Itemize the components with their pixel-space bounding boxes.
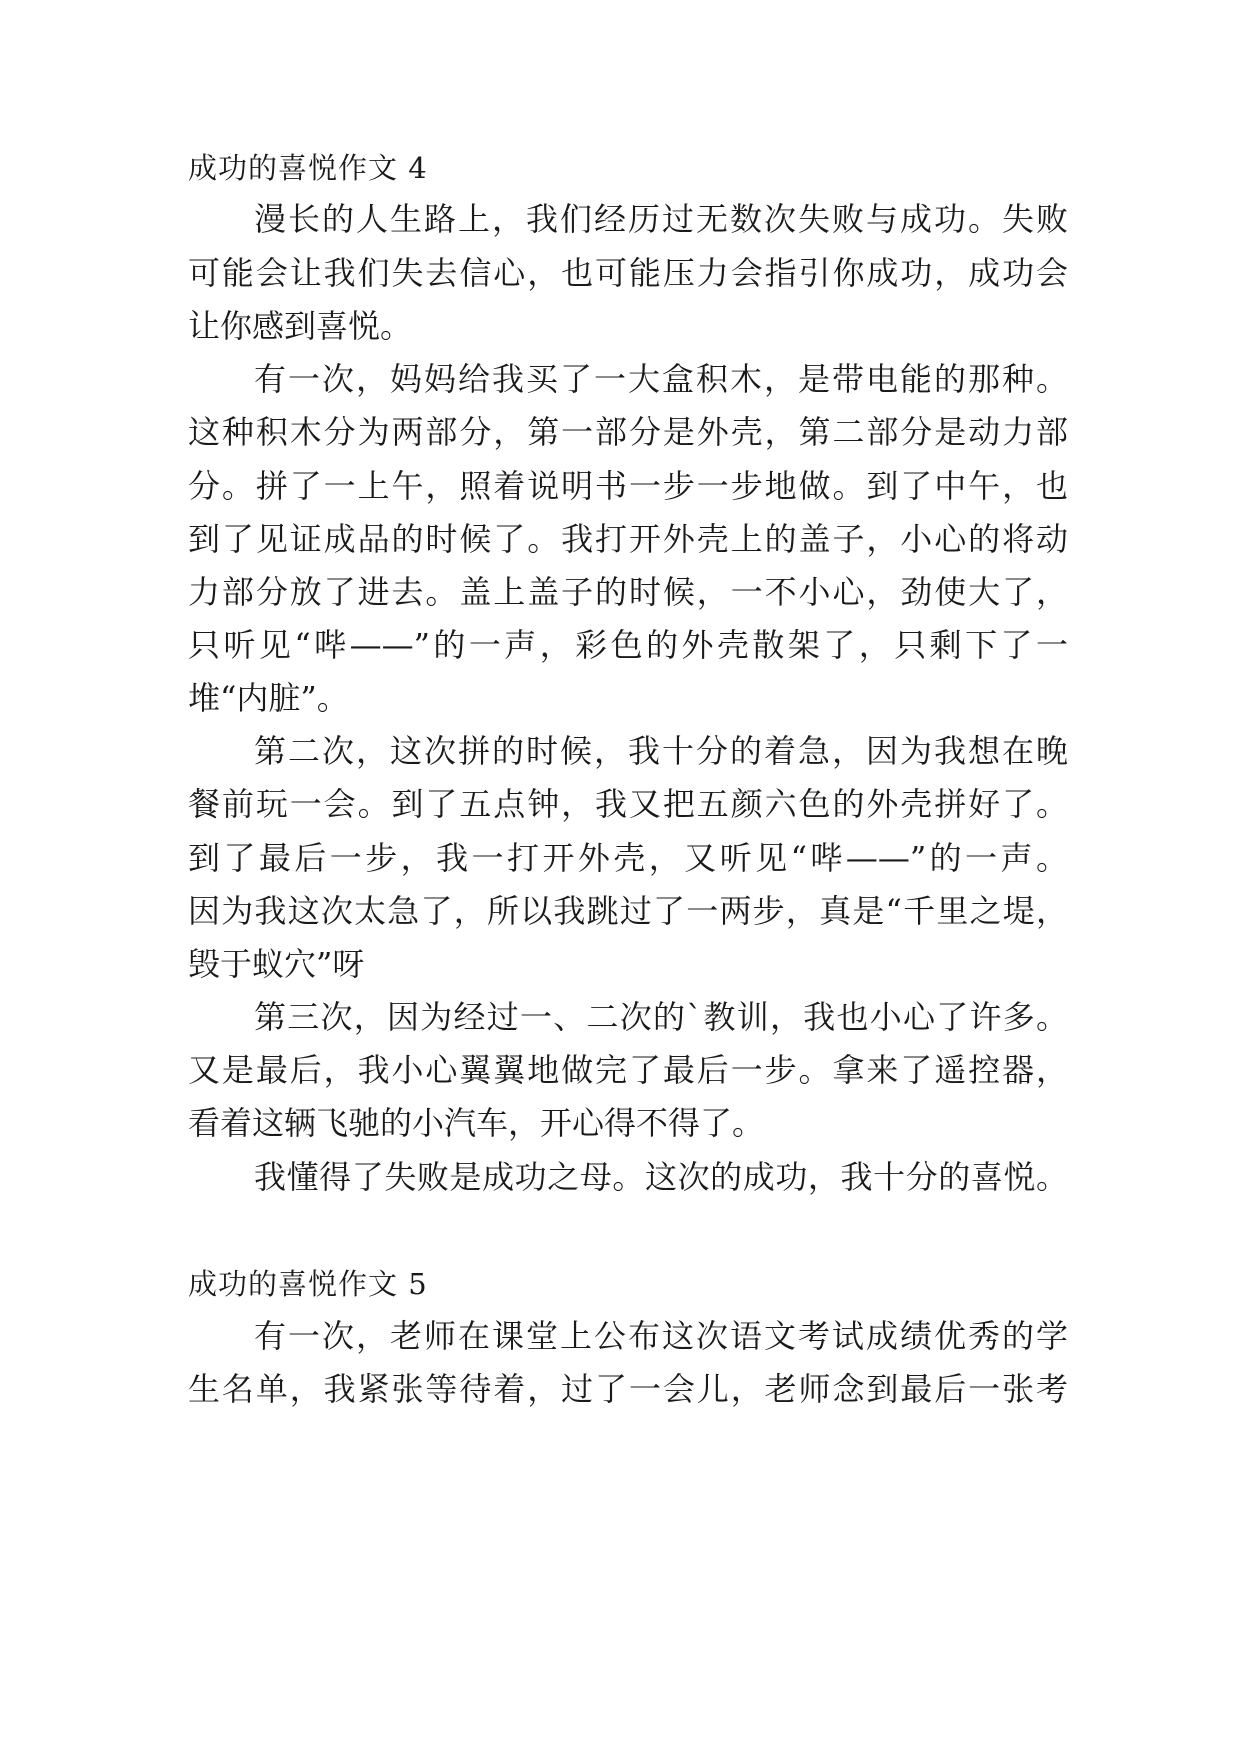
section-title: 成功的喜悦作文 5 (188, 1267, 428, 1301)
text-line: 有一次，老师在课堂上公布这次语文考试成绩优秀的学 (254, 1317, 1068, 1355)
text-line: 只听见“哔——”的一声，彩色的外壳散架了，只剩下了一 (188, 626, 1068, 664)
text-line: 可能会让我们失去信心，也可能压力会指引你成功，成功会 (188, 254, 1068, 292)
text-line: 生名单，我紧张等待着，过了一会儿，老师念到最后一张考 (188, 1370, 1068, 1408)
text-line: 餐前玩一会。到了五点钟，我又把五颜六色的外壳拼好了。 (188, 785, 1068, 823)
text-line: 我懂得了失败是成功之母。这次的成功，我十分的喜悦。 (254, 1158, 1068, 1196)
text-line: 又是最后，我小心翼翼地做完了最后一步。拿来了遥控器， (188, 1051, 1068, 1089)
text-line: 力部分放了进去。盖上盖子的时候，一不小心，劲使大了， (188, 573, 1068, 611)
text-line: 毁于蚁穴”呀 (188, 945, 365, 983)
text-line: 第三次，因为经过一、二次的`教训，我也小心了许多。 (254, 998, 1068, 1036)
text-line: 因为我这次太急了，所以我跳过了一两步，真是“千里之堤， (188, 892, 1068, 930)
text-line: 堆“内脏”。 (188, 679, 349, 717)
text-line: 这种积木分为两部分，第一部分是外壳，第二部分是动力部 (188, 413, 1068, 451)
text-line: 让你感到喜悦。 (188, 307, 413, 345)
text-line: 到了最后一步，我一打开外壳，又听见“哔——”的一声。 (188, 839, 1068, 877)
text-line: 漫长的人生路上，我们经历过无数次失败与成功。失败 (254, 200, 1068, 238)
text-line: 看着这辆飞驰的小汽车，开心得不得了。 (188, 1104, 765, 1142)
text-line: 分。拼了一上午，照着说明书一步一步地做。到了中午，也 (188, 467, 1068, 505)
text-line: 有一次，妈妈给我买了一大盒积木，是带电能的那种。 (254, 360, 1068, 398)
section-title: 成功的喜悦作文 4 (188, 151, 428, 185)
text-line: 到了见证成品的时候了。我打开外壳上的盖子，小心的将动 (188, 520, 1068, 558)
text-line: 第二次，这次拼的时候，我十分的着急，因为我想在晚 (254, 732, 1068, 770)
